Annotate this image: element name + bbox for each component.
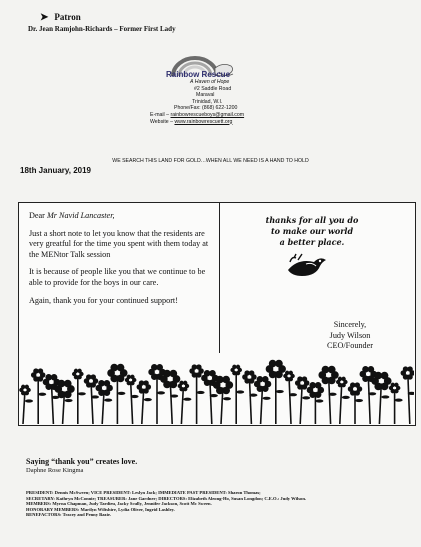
- saying-quote: Saying “thank you” creates love.: [26, 457, 138, 466]
- members-line: MEMBERS: Myrna Chapman, Judy Tardieu, Jacky Scully, Jennifer Jackson, Scott Mc Sween.: [26, 501, 212, 507]
- signer-name: Judy Wilson: [329, 330, 371, 340]
- address-line: Maraval: [196, 92, 215, 99]
- letter-paragraph: Again, thank you for your continued support!: [29, 295, 178, 305]
- card-fold-divider: [219, 203, 220, 353]
- logo-tagline: A Haven of Hope: [190, 79, 230, 85]
- board-members: [26, 490, 406, 518]
- pointer-icon: ➤: [40, 12, 49, 23]
- patron-label: Patron: [54, 12, 81, 22]
- phone-fax: Phone/Fax: (868) 622-1200: [174, 105, 238, 112]
- closing: Sincerely,: [333, 320, 367, 329]
- saying-author: Daphne Rose Kingma: [26, 467, 84, 474]
- patron-name: Dr. Jean Ramjohn-Richards – Former First Lady: [28, 25, 176, 33]
- thanks-line: to make our world: [270, 226, 354, 236]
- salutation: [29, 211, 214, 222]
- website-link[interactable]: www.rainbowrescuett.org: [174, 118, 233, 125]
- signer-title: CEO/Founder: [327, 341, 373, 350]
- bird-icon: [284, 250, 330, 280]
- letter-date: 18th January, 2019: [20, 166, 92, 175]
- email-link[interactable]: rainbowrescueboys@gmail.com: [170, 111, 245, 118]
- website-label: Website –: [150, 118, 173, 125]
- card-thanks-message: [232, 215, 392, 248]
- salutation-prefix: Dear: [29, 211, 47, 220]
- motto: WE SEARCH THIS LAND FOR GOLD…WHEN ALL WE NEED IS A HAND TO HOLD: [112, 158, 309, 164]
- recipient-name: Mr Navid Lancaster,: [46, 211, 115, 220]
- flower-border: [19, 350, 414, 424]
- address-line: Trinidad, W.I.: [192, 98, 223, 105]
- thanks-line: thanks for all you do: [265, 215, 359, 225]
- members-line: HONORARY MEMBERS: Marilyn Wiltshire, Lydia Oliver, Ingrid Lashley.: [26, 506, 175, 512]
- members-line: BENEFACTORS: Tracey and Penny Bazie.: [26, 512, 112, 518]
- thanks-line: a better place.: [279, 237, 345, 247]
- patron-heading: [40, 12, 81, 23]
- members-line: SECRETARY: Kathryn McConnie; TREASURER: Jane Gardner; DIRECTORS: Elizabeth Aleong-Ho, Susan Longdon; C.E.O.: Judy Wilson.: [26, 495, 307, 501]
- letter-paragraph: It is because of people like you that we continue to be able to provide for the boys in our care.: [29, 267, 206, 287]
- organization-contact: [150, 79, 292, 125]
- address-line: #2 Saddle Road: [194, 85, 232, 92]
- logo-name: Rainbow Rescue: [166, 70, 231, 79]
- letter-paragraph: Just a short note to let you know that the residents are very greatful for the time you spent with them today at the MENtor Talk session: [29, 228, 209, 259]
- signature-block: [300, 320, 400, 352]
- letter-body: [29, 211, 214, 313]
- email-label: E-mail –: [150, 111, 170, 118]
- members-line: PRESIDENT: Dennis McSween; VICE PRESIDENT: Leslyn Jack; IMMEDIATE PAST PRESIDENT: Sharon Thomas;: [26, 490, 261, 495]
